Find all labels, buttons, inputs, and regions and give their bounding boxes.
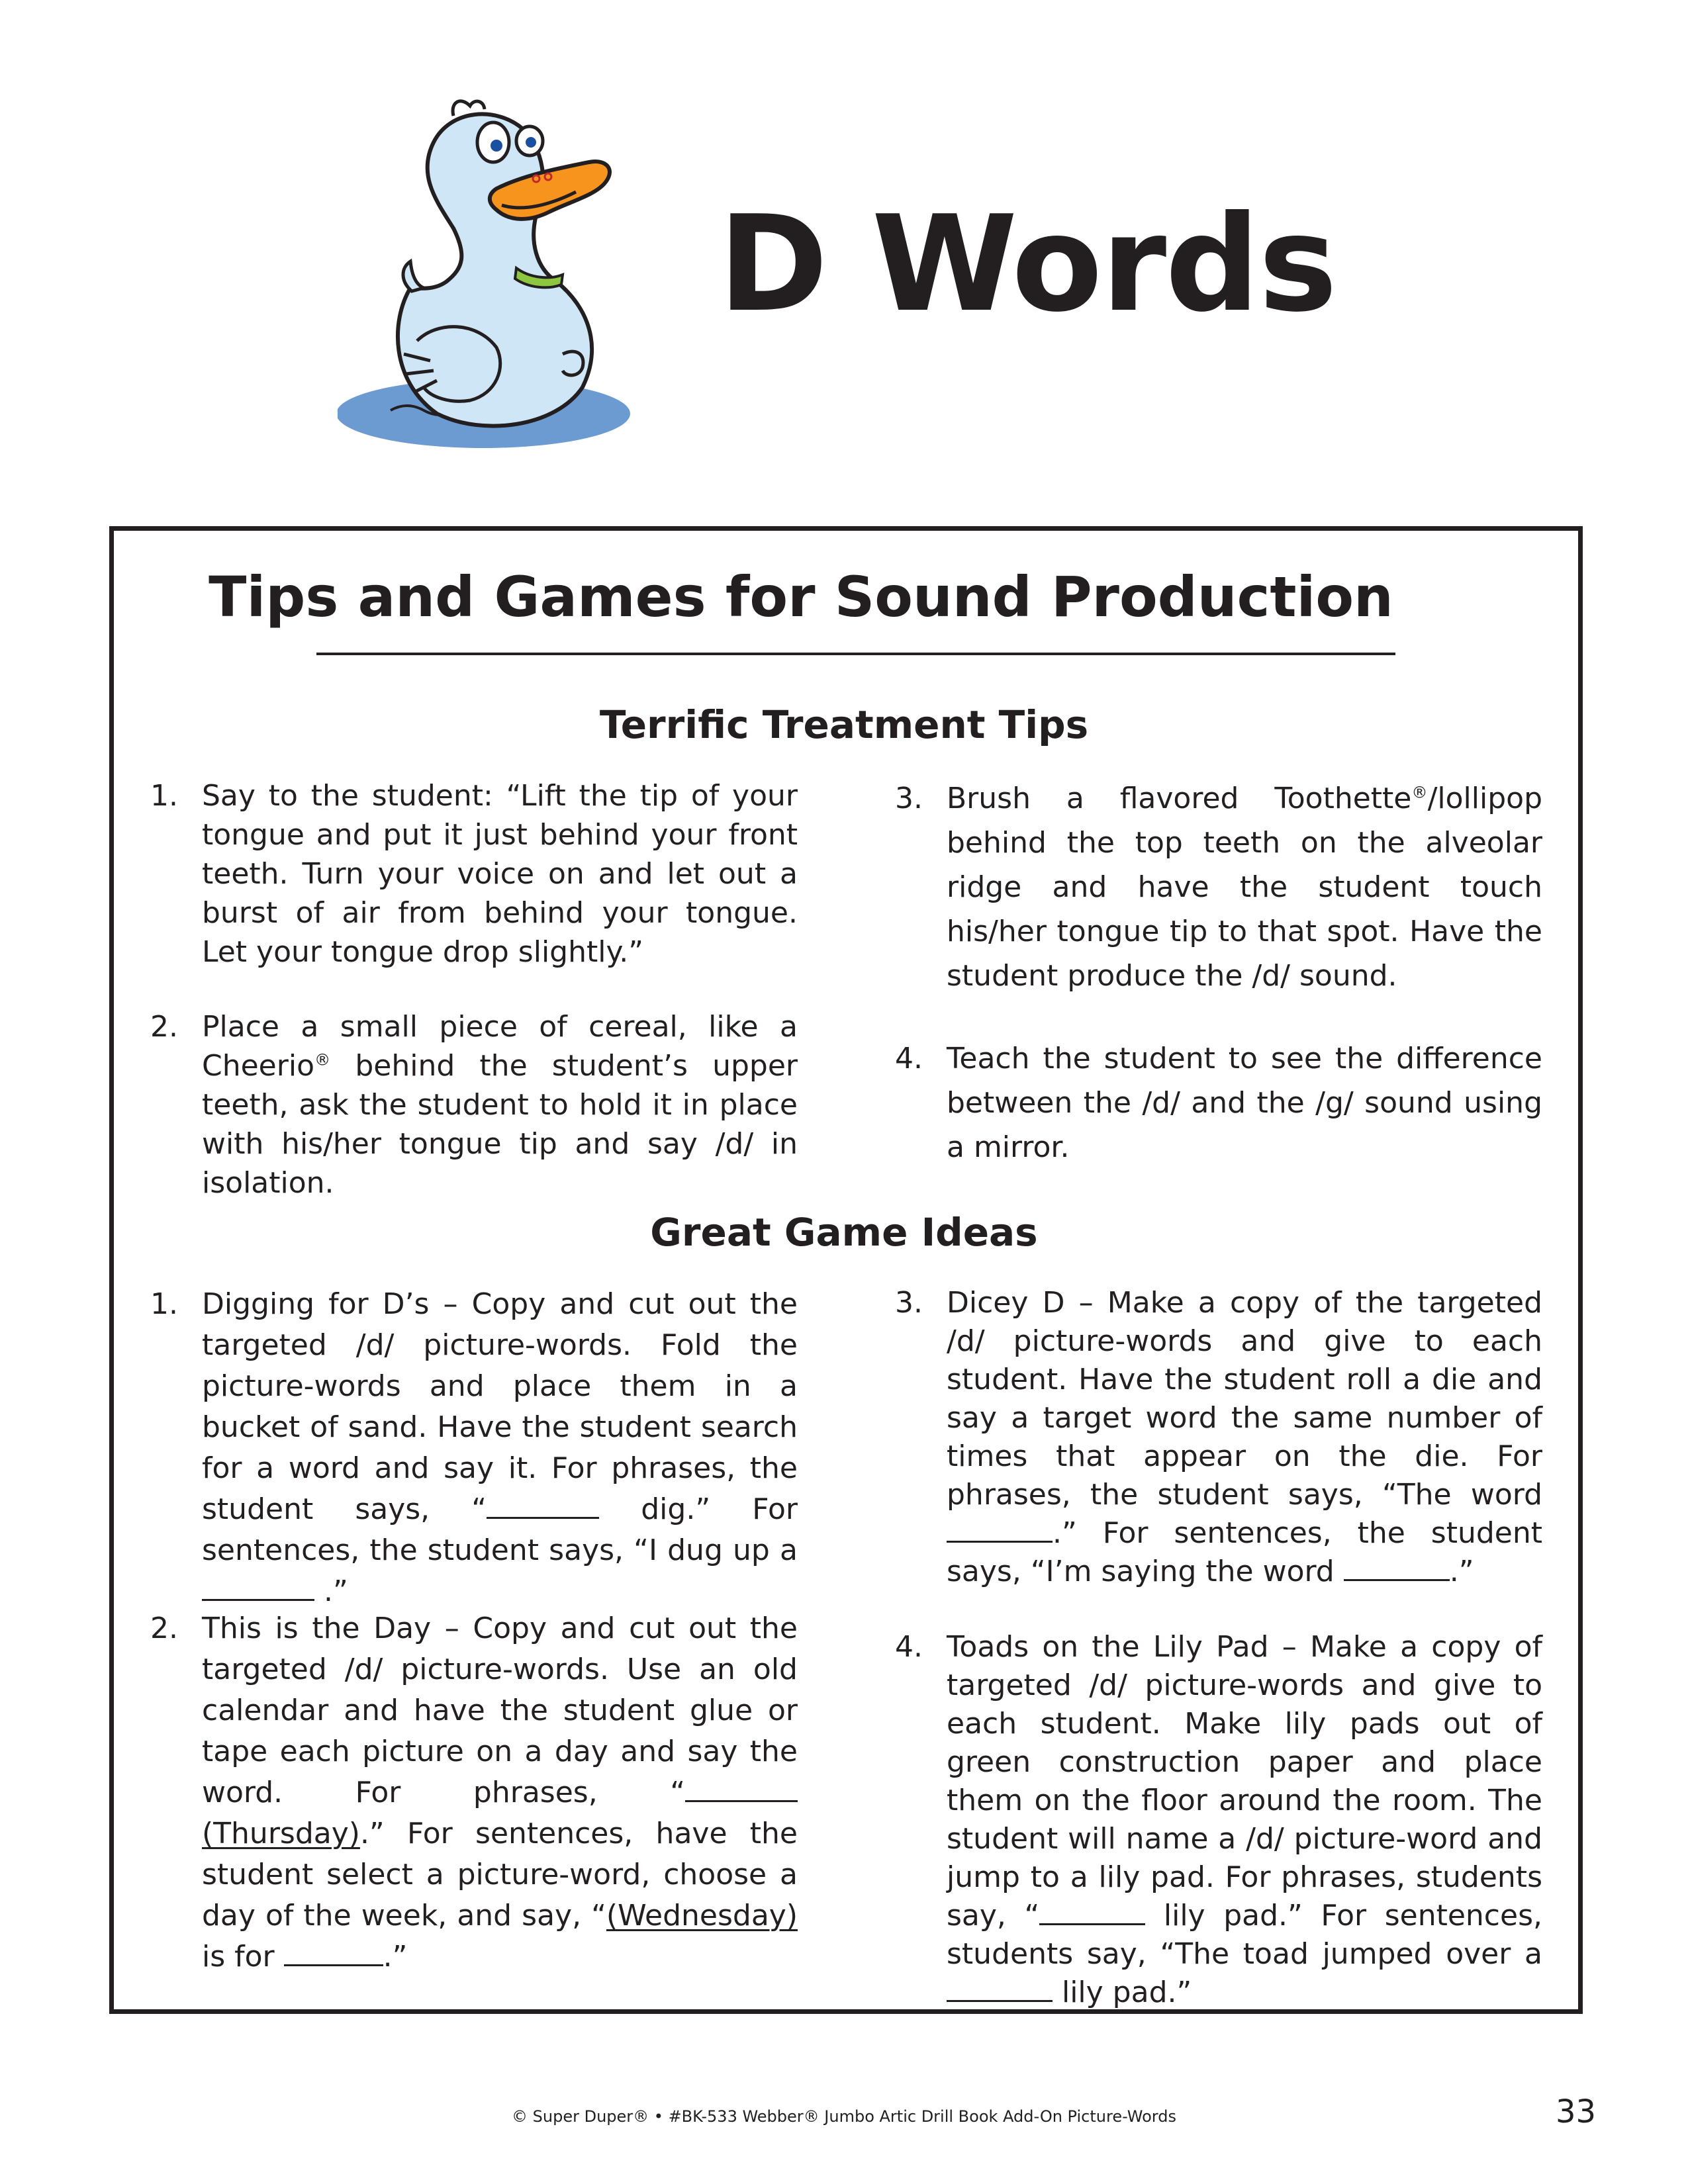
game-text: Toads on the Lily Pad – Make a copy of targeted /d/ picture-words and give to each student. Make lily pads out of green construction paper and place them on the floor around the room. The student will name a /d/ picture-word and jump to a lily pad. For phrases, students say, “ bbox=[947, 1630, 1542, 1933]
game-text: lily pad.” For sentences, students say, “The toad jumped over a bbox=[947, 1899, 1542, 1971]
tip-text: Place a small piece of cereal, like a Cheerio bbox=[202, 1010, 798, 1083]
fill-in-blank bbox=[284, 1938, 383, 1966]
tip-number: 1. bbox=[150, 779, 178, 813]
game-number: 2. bbox=[150, 1612, 178, 1645]
duck-hand bbox=[563, 351, 583, 375]
tip-number: 2. bbox=[150, 1010, 178, 1044]
tip-item-1 bbox=[150, 776, 798, 972]
duck-illustration bbox=[338, 69, 728, 467]
tip-text: Teach the student to see the difference between the /d/ and the /g/ sound using a mirror. bbox=[947, 1042, 1542, 1164]
game-text: dig.” For sentences, the student says, “I dug up a bbox=[202, 1492, 798, 1567]
fill-in-blank bbox=[947, 1514, 1053, 1543]
fill-in-blank bbox=[1344, 1553, 1450, 1581]
tip-number: 4. bbox=[895, 1042, 923, 1075]
duck-tail bbox=[403, 261, 424, 291]
fill-in-blank bbox=[1039, 1897, 1145, 1925]
underlined-day: (Thursday) bbox=[202, 1817, 360, 1850]
registered-mark: ® bbox=[1411, 783, 1428, 802]
game-number: 1. bbox=[150, 1287, 178, 1321]
games-heading: Great Game Ideas bbox=[650, 1210, 1038, 1255]
tip-text: Say to the student: “Lift the tip of your tongue and put it just behind your front teeth. Turn your voice on and let out a burst of air from behind your tongue. Let your tongue drop slightly.” bbox=[202, 779, 798, 969]
game-item-3 bbox=[895, 1284, 1542, 1591]
tip-item-2 bbox=[150, 1007, 798, 1203]
game-text: .” bbox=[1449, 1555, 1474, 1588]
game-item-4 bbox=[895, 1628, 1542, 2012]
tip-number: 3. bbox=[895, 782, 923, 815]
tip-item-4 bbox=[895, 1036, 1542, 1169]
tip-text: /lollipop behind the top teeth on the alveolar ridge and have the student touch his/her tongue tip to that spot. Have the student produce the /d/ sound. bbox=[947, 782, 1542, 993]
title-underline bbox=[316, 653, 1395, 655]
game-number: 4. bbox=[895, 1630, 923, 1664]
tip-item-3 bbox=[895, 776, 1542, 998]
game-text: .” bbox=[383, 1940, 408, 1974]
game-text: .” For sentences, the student says, “I’m saying the word bbox=[947, 1516, 1542, 1588]
tip-text: Brush a flavored Toothette bbox=[947, 782, 1412, 815]
page-number: 33 bbox=[1556, 2093, 1597, 2130]
duck-pupil bbox=[526, 137, 536, 148]
game-text: Digging for D’s – Copy and cut out the targeted /d/ picture-words. Fold the picture-words and place them in a bucket of sand. Have the student search for a word and say it. For phrases, the student says, “ bbox=[202, 1287, 798, 1526]
page-title: D Words bbox=[718, 187, 1336, 341]
tip-text: behind the student’s upper teeth, ask the student to hold it in place with his/her tongue tip and say /d/ in isolation. bbox=[202, 1049, 798, 1200]
tips-heading: Terrific Treatment Tips bbox=[599, 702, 1089, 747]
game-text: .” bbox=[314, 1574, 348, 1608]
fill-in-blank bbox=[685, 1774, 798, 1802]
game-number: 3. bbox=[895, 1286, 923, 1320]
game-text: .” For sentences, have the student select a picture-word, choose a day of the week, and say, “ bbox=[202, 1817, 798, 1933]
game-item-2 bbox=[150, 1608, 798, 1978]
game-text: Dicey D – Make a copy of the targeted /d/ picture-words and give to each student. Have the student roll a die and say a target word the same number of times that appear on the die. For phrases, the student says, “The word bbox=[947, 1286, 1542, 1512]
section-title: Tips and Games for Sound Production bbox=[209, 565, 1393, 629]
fill-in-blank bbox=[487, 1490, 599, 1519]
duck-pupil bbox=[491, 140, 502, 152]
game-text: is for bbox=[202, 1940, 284, 1974]
fill-in-blank bbox=[947, 1974, 1053, 2002]
game-text: This is the Day – Copy and cut out the targeted /d/ picture-words. Use an old calendar and have the student glue or tape each picture on a day and say the word. For phrases, “ bbox=[202, 1612, 798, 1809]
fill-in-blank bbox=[202, 1572, 314, 1601]
registered-mark: ® bbox=[314, 1050, 331, 1069]
game-item-1 bbox=[150, 1284, 798, 1612]
underlined-day: (Wednesday) bbox=[606, 1899, 798, 1933]
footer-credit: © Super Duper® • #BK-533 Webber® Jumbo Artic Drill Book Add-On Picture-Words bbox=[512, 2107, 1176, 2126]
game-text: lily pad.” bbox=[1053, 1976, 1192, 2009]
